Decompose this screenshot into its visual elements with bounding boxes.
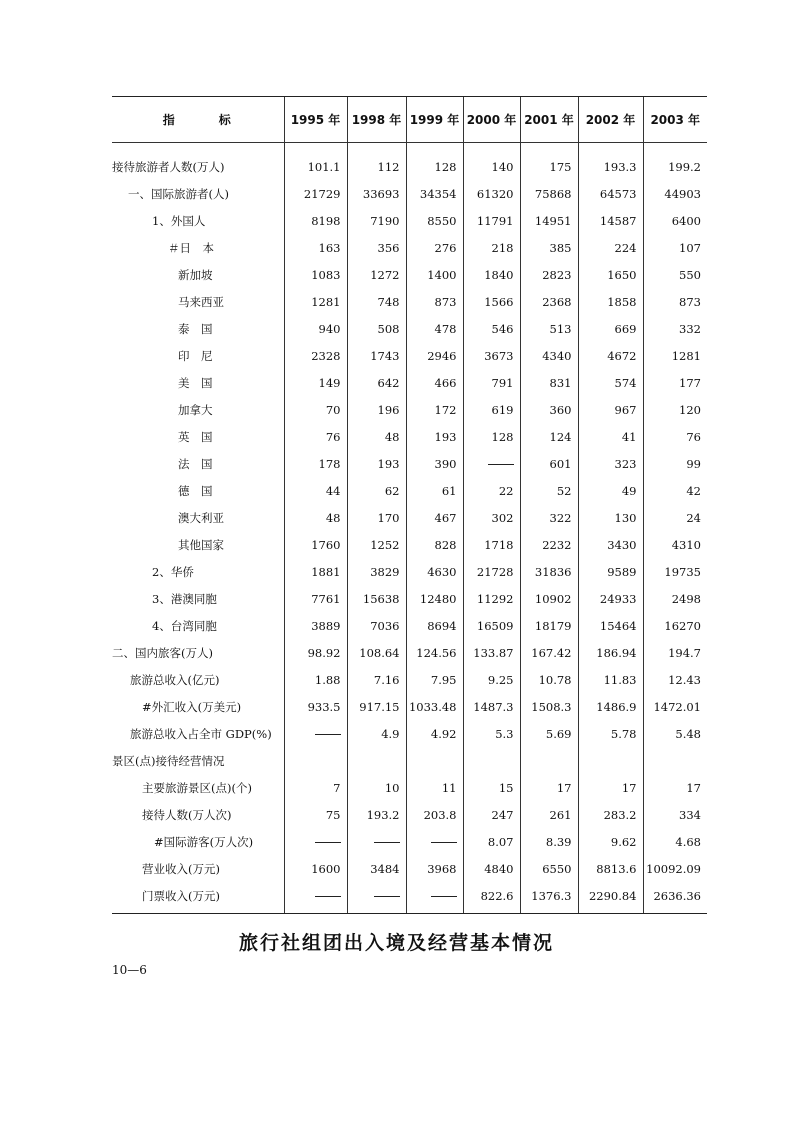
header-year: 2001 年 [520, 97, 578, 143]
value-cell: 62 [347, 477, 406, 504]
value-cell: 5.3 [463, 720, 520, 747]
value-cell: 10902 [520, 585, 578, 612]
empty-dash-cell [406, 828, 463, 855]
dash-line [315, 842, 341, 843]
empty-dash-cell [463, 450, 520, 477]
value-cell: 467 [406, 504, 463, 531]
statistics-table [112, 96, 707, 914]
table-row [112, 801, 707, 828]
table-row [112, 828, 707, 855]
row-label: 其他国家 [178, 537, 224, 552]
value-cell: 124 [520, 423, 578, 450]
table-row [112, 180, 707, 207]
value-cell: 8550 [406, 207, 463, 234]
table-row [112, 342, 707, 369]
table-row [112, 423, 707, 450]
value-cell: 193.2 [347, 801, 406, 828]
value-cell: 149 [284, 369, 347, 396]
table-row [112, 666, 707, 693]
value-cell: 1487.3 [463, 693, 520, 720]
value-cell: 44903 [643, 180, 707, 207]
value-cell: 4630 [406, 558, 463, 585]
value-cell: 61 [406, 477, 463, 504]
value-cell: 177 [643, 369, 707, 396]
value-cell: 6550 [520, 855, 578, 882]
value-cell: 193 [347, 450, 406, 477]
value-cell: 15 [463, 774, 520, 801]
value-cell: 175 [520, 143, 578, 181]
value-cell [578, 747, 643, 774]
row-label: 旅游总收入占全市 GDP(%) [130, 726, 272, 741]
value-cell: 42 [643, 477, 707, 504]
value-cell: 17 [643, 774, 707, 801]
value-cell: 17 [578, 774, 643, 801]
value-cell: 101.1 [284, 143, 347, 181]
value-cell: 33693 [347, 180, 406, 207]
value-cell [520, 747, 578, 774]
row-label: 接待旅游者人数(万人) [112, 159, 225, 174]
row-label: 加拿大 [178, 402, 213, 417]
value-cell: 9.62 [578, 828, 643, 855]
value-cell: 70 [284, 396, 347, 423]
value-cell: 120 [643, 396, 707, 423]
table-row [112, 396, 707, 423]
value-cell: 7.16 [347, 666, 406, 693]
value-cell [284, 747, 347, 774]
value-cell: 8694 [406, 612, 463, 639]
value-cell: 48 [284, 504, 347, 531]
value-cell: 76 [284, 423, 347, 450]
value-cell: 48 [347, 423, 406, 450]
value-cell: 14587 [578, 207, 643, 234]
row-label: 接待人数(万人次) [142, 807, 232, 822]
value-cell: 133.87 [463, 639, 520, 666]
row-label: 新加坡 [178, 267, 213, 282]
value-cell: 508 [347, 315, 406, 342]
value-cell: 302 [463, 504, 520, 531]
value-cell: 5.48 [643, 720, 707, 747]
dash-line [374, 896, 400, 897]
value-cell: 1566 [463, 288, 520, 315]
table-row [112, 288, 707, 315]
value-cell: 19735 [643, 558, 707, 585]
value-cell: 385 [520, 234, 578, 261]
value-cell: 3430 [578, 531, 643, 558]
value-cell: 873 [406, 288, 463, 315]
value-cell: 1650 [578, 261, 643, 288]
table-row [112, 234, 707, 261]
value-cell: 791 [463, 369, 520, 396]
table-row [112, 143, 707, 181]
value-cell: 601 [520, 450, 578, 477]
value-cell: 75868 [520, 180, 578, 207]
value-cell: 1083 [284, 261, 347, 288]
value-cell: 21728 [463, 558, 520, 585]
value-cell: 10.78 [520, 666, 578, 693]
value-cell: 513 [520, 315, 578, 342]
value-cell: 128 [463, 423, 520, 450]
header-year: 1998 年 [347, 97, 406, 143]
value-cell: 873 [643, 288, 707, 315]
value-cell: 967 [578, 396, 643, 423]
value-cell: 15638 [347, 585, 406, 612]
value-cell: 276 [406, 234, 463, 261]
value-cell: 2290.84 [578, 882, 643, 914]
row-label: 1、外国人 [152, 213, 206, 228]
value-cell: 546 [463, 315, 520, 342]
value-cell: 2946 [406, 342, 463, 369]
value-cell: 107 [643, 234, 707, 261]
header-year: 2000 年 [463, 97, 520, 143]
value-cell: 99 [643, 450, 707, 477]
value-cell: 22 [463, 477, 520, 504]
value-cell: 76 [643, 423, 707, 450]
value-cell: 1760 [284, 531, 347, 558]
value-cell: 323 [578, 450, 643, 477]
value-cell: 11791 [463, 207, 520, 234]
value-cell: 3889 [284, 612, 347, 639]
table-row [112, 747, 707, 774]
table-row [112, 315, 707, 342]
value-cell: 24933 [578, 585, 643, 612]
value-cell: 52 [520, 477, 578, 504]
value-cell: 4840 [463, 855, 520, 882]
value-cell: 283.2 [578, 801, 643, 828]
value-cell: 748 [347, 288, 406, 315]
value-cell [643, 747, 707, 774]
value-cell: 1400 [406, 261, 463, 288]
value-cell: 193.3 [578, 143, 643, 181]
value-cell: 5.78 [578, 720, 643, 747]
row-label: 主要旅游景区(点)(个) [142, 780, 252, 795]
value-cell: 1033.48 [406, 693, 463, 720]
table-row [112, 450, 707, 477]
value-cell: 7036 [347, 612, 406, 639]
value-cell: 178 [284, 450, 347, 477]
header-year: 1999 年 [406, 97, 463, 143]
empty-dash-cell [406, 882, 463, 914]
value-cell: 360 [520, 396, 578, 423]
value-cell: 6400 [643, 207, 707, 234]
dash-line [431, 896, 457, 897]
value-cell: 44 [284, 477, 347, 504]
value-cell: 4.68 [643, 828, 707, 855]
value-cell: 21729 [284, 180, 347, 207]
value-cell: 1281 [284, 288, 347, 315]
value-cell: 917.15 [347, 693, 406, 720]
value-cell: 8.07 [463, 828, 520, 855]
value-cell: 332 [643, 315, 707, 342]
value-cell: 1252 [347, 531, 406, 558]
table-row [112, 720, 707, 747]
dash-line [374, 842, 400, 843]
value-cell: 8813.6 [578, 855, 643, 882]
table-row [112, 261, 707, 288]
value-cell: 642 [347, 369, 406, 396]
value-cell: 550 [643, 261, 707, 288]
value-cell: 130 [578, 504, 643, 531]
value-cell: 4.92 [406, 720, 463, 747]
value-cell: 16509 [463, 612, 520, 639]
empty-dash-cell [347, 882, 406, 914]
value-cell: 7.95 [406, 666, 463, 693]
value-cell: 247 [463, 801, 520, 828]
value-cell: 10092.09 [643, 855, 707, 882]
value-cell: 98.92 [284, 639, 347, 666]
value-cell: 828 [406, 531, 463, 558]
value-cell: 61320 [463, 180, 520, 207]
row-label: 二、国内旅客(万人) [112, 645, 213, 660]
value-cell: 112 [347, 143, 406, 181]
row-label: 景区(点)接待经营情况 [112, 753, 225, 768]
value-cell: 2328 [284, 342, 347, 369]
value-cell: 5.69 [520, 720, 578, 747]
value-cell: 3968 [406, 855, 463, 882]
value-cell: 10 [347, 774, 406, 801]
row-label: 营业收入(万元) [142, 861, 220, 876]
row-label: 门票收入(万元) [112, 882, 284, 914]
value-cell: 4340 [520, 342, 578, 369]
table-row [112, 369, 707, 396]
value-cell: 170 [347, 504, 406, 531]
value-cell: 2498 [643, 585, 707, 612]
row-label: ＃日 本 [168, 240, 214, 255]
row-label: 美 国 [178, 375, 213, 390]
value-cell: 322 [520, 504, 578, 531]
value-cell: 18179 [520, 612, 578, 639]
value-cell: 940 [284, 315, 347, 342]
value-cell: 831 [520, 369, 578, 396]
value-cell [463, 747, 520, 774]
value-cell: 4672 [578, 342, 643, 369]
table-row [112, 477, 707, 504]
row-label: 2、华侨 [152, 564, 194, 579]
header-year: 2003 年 [643, 97, 707, 143]
table-row [112, 585, 707, 612]
value-cell: 8198 [284, 207, 347, 234]
value-cell: 9.25 [463, 666, 520, 693]
empty-dash-cell [284, 828, 347, 855]
row-label: 英 国 [178, 429, 213, 444]
row-label: 马来西亚 [178, 294, 224, 309]
value-cell: 7190 [347, 207, 406, 234]
row-label: 3、港澳同胞 [152, 591, 217, 606]
table-header-row [112, 97, 707, 143]
value-cell: 619 [463, 396, 520, 423]
value-cell: 196 [347, 396, 406, 423]
row-label: 德 国 [178, 483, 213, 498]
table-row [112, 504, 707, 531]
value-cell: 194.7 [643, 639, 707, 666]
row-label: 澳大利亚 [178, 510, 224, 525]
page-code: 10—6 [112, 963, 147, 977]
value-cell: 1486.9 [578, 693, 643, 720]
value-cell: 193 [406, 423, 463, 450]
value-cell: 7 [284, 774, 347, 801]
value-cell: 11.83 [578, 666, 643, 693]
value-cell: 7761 [284, 585, 347, 612]
table-row [112, 612, 707, 639]
value-cell: 3829 [347, 558, 406, 585]
value-cell: 1272 [347, 261, 406, 288]
table-row [112, 693, 707, 720]
table-row [112, 774, 707, 801]
value-cell: 669 [578, 315, 643, 342]
value-cell: 1881 [284, 558, 347, 585]
value-cell: 172 [406, 396, 463, 423]
value-cell: 12.43 [643, 666, 707, 693]
value-cell: 2823 [520, 261, 578, 288]
value-cell: 186.94 [578, 639, 643, 666]
value-cell: 124.56 [406, 639, 463, 666]
value-cell: 1858 [578, 288, 643, 315]
value-cell: 49 [578, 477, 643, 504]
value-cell: 2636.36 [643, 882, 707, 914]
value-cell: 167.42 [520, 639, 578, 666]
value-cell: 9589 [578, 558, 643, 585]
value-cell [347, 747, 406, 774]
value-cell: 64573 [578, 180, 643, 207]
value-cell: 1376.3 [520, 882, 578, 914]
value-cell: 1743 [347, 342, 406, 369]
value-cell: 1472.01 [643, 693, 707, 720]
value-cell: 11292 [463, 585, 520, 612]
header-year: 2002 年 [578, 97, 643, 143]
section-title: 旅行社组团出入境及经营基本情况 [238, 932, 554, 954]
value-cell: 11 [406, 774, 463, 801]
value-cell: 140 [463, 143, 520, 181]
value-cell: 4310 [643, 531, 707, 558]
dash-line [431, 842, 457, 843]
value-cell: 334 [643, 801, 707, 828]
table-row [112, 531, 707, 558]
value-cell: 218 [463, 234, 520, 261]
row-label: 法 国 [178, 456, 213, 471]
value-cell: 1.88 [284, 666, 347, 693]
dash-line [315, 734, 341, 735]
dash-line [315, 896, 341, 897]
value-cell: 2368 [520, 288, 578, 315]
value-cell: 356 [347, 234, 406, 261]
value-cell: 1600 [284, 855, 347, 882]
header-indicator: 指 标 [112, 97, 284, 143]
table-row [112, 855, 707, 882]
value-cell: 4.9 [347, 720, 406, 747]
table-row [112, 639, 707, 666]
empty-dash-cell [284, 882, 347, 914]
value-cell: 75 [284, 801, 347, 828]
value-cell: 2232 [520, 531, 578, 558]
value-cell: 199.2 [643, 143, 707, 181]
value-cell: 12480 [406, 585, 463, 612]
value-cell: 14951 [520, 207, 578, 234]
value-cell: 1281 [643, 342, 707, 369]
value-cell: 466 [406, 369, 463, 396]
row-label: 印 尼 [178, 348, 213, 363]
table-row [112, 882, 707, 914]
value-cell: 128 [406, 143, 463, 181]
value-cell: 15464 [578, 612, 643, 639]
table-body [112, 143, 707, 914]
empty-dash-cell [347, 828, 406, 855]
table-row [112, 558, 707, 585]
value-cell: 224 [578, 234, 643, 261]
row-label: 泰 国 [178, 321, 213, 336]
dash-line [488, 464, 514, 465]
value-cell: 1508.3 [520, 693, 578, 720]
value-cell: 1840 [463, 261, 520, 288]
empty-dash-cell [284, 720, 347, 747]
value-cell: 822.6 [463, 882, 520, 914]
value-cell: 17 [520, 774, 578, 801]
value-cell [406, 747, 463, 774]
value-cell: 933.5 [284, 693, 347, 720]
value-cell: 3673 [463, 342, 520, 369]
value-cell: 163 [284, 234, 347, 261]
value-cell: 34354 [406, 180, 463, 207]
value-cell: 261 [520, 801, 578, 828]
value-cell: 1718 [463, 531, 520, 558]
value-cell: 390 [406, 450, 463, 477]
value-cell: 108.64 [347, 639, 406, 666]
value-cell: 478 [406, 315, 463, 342]
table-row [112, 207, 707, 234]
row-label: #国际游客(万人次) [154, 834, 254, 849]
row-label: 一、国际旅游者(人) [128, 186, 229, 201]
row-label: 4、台湾同胞 [152, 618, 217, 633]
value-cell: 31836 [520, 558, 578, 585]
header-year: 1995 年 [284, 97, 347, 143]
value-cell: 24 [643, 504, 707, 531]
value-cell: 3484 [347, 855, 406, 882]
value-cell: 574 [578, 369, 643, 396]
value-cell: 203.8 [406, 801, 463, 828]
row-label: #外汇收入(万美元) [142, 699, 242, 714]
value-cell: 41 [578, 423, 643, 450]
row-label: 旅游总收入(亿元) [130, 672, 220, 687]
value-cell: 16270 [643, 612, 707, 639]
value-cell: 8.39 [520, 828, 578, 855]
